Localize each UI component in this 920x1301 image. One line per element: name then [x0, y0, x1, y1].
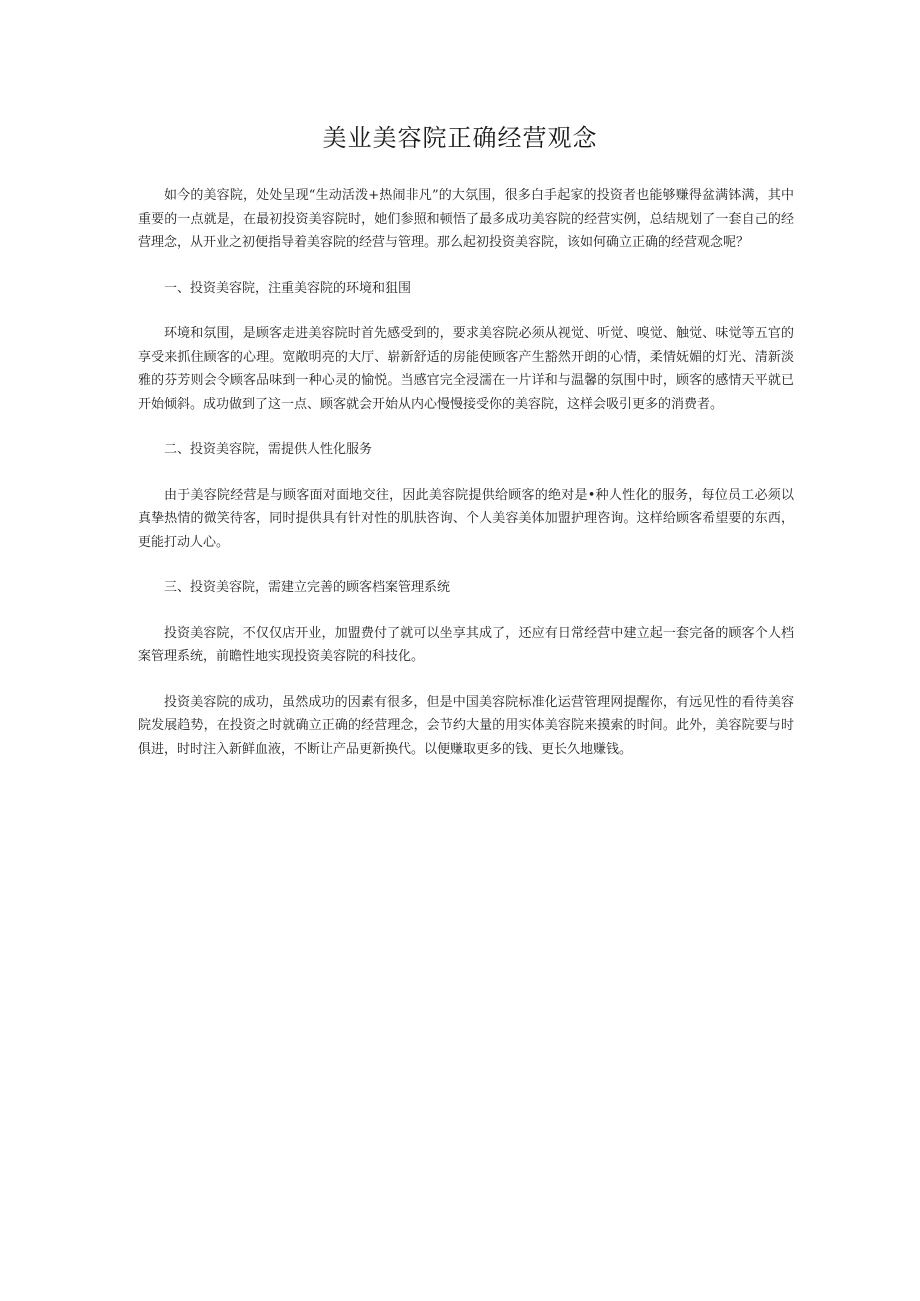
intro-paragraph: 如今的美容院，处处呈现“生动活泼+热闹非凡”的大氛围，很多白手起家的投资者也能够赚得盆满钵满，其中重要的一点就是，在最初投资美容院时，她们参照和顿悟了最多成功美容院的经营实例，总结规划了一套自己的经营理念，从开业之初便指导着美容院的经营与管理。那么起初投资美容院，该如何确立正确的经营观念呢？	[138, 188, 794, 250]
spacer	[138, 554, 794, 576]
section-body-1: 环境和氛围，是顾客走进美容院时首先感受到的，要求美容院必须从视觉、听觉、嗅觉、触觉、味觉等五官的享受来抓住顾客的心理。宽敞明亮的大厅、崭新舒适的房能使顾客产生豁然开朗的心情，柔情妩媚的灯光、清新淡雅的芬芳则会令顾客品味到一种心灵的愉悦。当感官完全浸濡在一片详和与温馨的氛围中时，顾客的感情天平就已开始倾斜。成功做到了这一点、顾客就会开始从内心慢慢接受你的美容院，这样会吸引更多的消费者。	[138, 326, 794, 412]
section-heading-3: 三、投资美容院，需建立完善的顾客档案管理系统	[164, 580, 451, 595]
conclusion-paragraph: 投资美容院的成功，虽然成功的因素有很多，但是中国美容院标准化运营管理网提醒你，有远见性的看待美容院发展趋势，在投资之时就确立正确的经营理念，会节约大量的用实体美容院来摸索的时间。此外，美容院要与时俱进，时时注入新鲜血液，不断让产品更新换代。以便赚取更多的钱、更长久地赚钱。	[138, 694, 794, 757]
section-body-2: 由于美容院经营是与顾客面对面地交往，因此美容院提供给顾客的绝对是•种人性化的服务，每位员工必须以真挚热情的微笑待客，同时提供具有针对性的肌肤咨询、个人美容美体加盟护理咨询。这样给顾客希望要的东西，更能打动人心。	[138, 487, 794, 550]
section-body-3: 投资美容院，不仅仅店开业，加盟费付了就可以坐享其成了，还应有日常经营中建立起一套完备的顾客个人档案管理系统，前瞻性地实现投资美容院的科技化。	[138, 625, 794, 664]
spacer	[138, 669, 794, 691]
document-title: 美业美容院正确经营观念	[322, 124, 598, 152]
spacer	[138, 300, 794, 322]
section-heading-2: 二、投资美容院，需提供人性化服务	[164, 442, 373, 457]
document-body	[138, 184, 794, 761]
section-heading-1: 一、投资美容院，注重美容院的环境和狙围	[164, 280, 412, 296]
spacer	[138, 600, 794, 622]
spacer	[138, 255, 794, 277]
spacer	[138, 462, 794, 484]
spacer	[138, 416, 794, 438]
